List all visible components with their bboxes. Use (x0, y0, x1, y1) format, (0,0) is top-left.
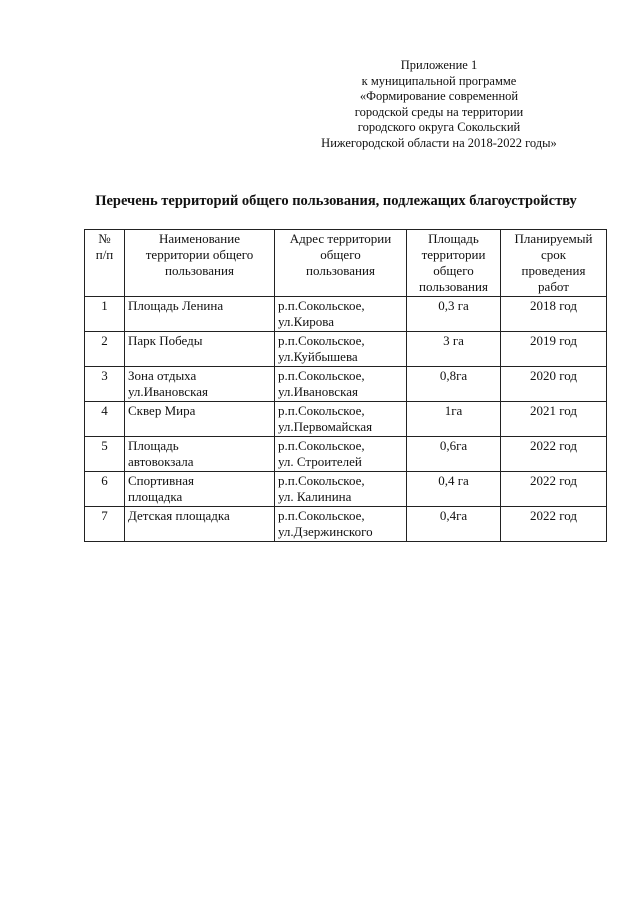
cell-number: 6 (85, 472, 125, 507)
appendix-line: «Формирование современной (359, 89, 519, 103)
cell-number: 5 (85, 437, 125, 472)
cell-name: Спортивная площадка (125, 472, 275, 507)
table-row (85, 437, 607, 472)
appendix-line: Нижегородской области на 2018-2022 годы» (321, 135, 557, 150)
cell-number: 3 (85, 367, 125, 402)
cell-address: р.п.Сокольское, ул.Дзержинского (275, 507, 407, 542)
appendix-note (274, 58, 604, 151)
cell-number: 2 (85, 332, 125, 367)
cell-area: 1га (407, 402, 501, 437)
cell-area: 0,8га (407, 367, 501, 402)
cell-number: 1 (85, 297, 125, 332)
table-row (85, 297, 607, 332)
cell-year: 2021 год (501, 402, 607, 437)
appendix-line: городского округа Сокольский (357, 120, 521, 134)
cell-name: Зона отдыха ул.Ивановская (125, 367, 275, 402)
cell-name: Детская площадка (125, 507, 275, 542)
cell-year: 2022 год (501, 437, 607, 472)
cell-number: 4 (85, 402, 125, 437)
cell-area: 0,4 га (407, 472, 501, 507)
header-year: Планируемый срок проведения работ (501, 230, 607, 297)
document-title: Перечень территорий общего пользования, подлежащих благоустройству (95, 193, 577, 209)
appendix-line: к муниципальной программе (361, 73, 517, 88)
cell-address: р.п.Сокольское, ул.Ивановская (275, 367, 407, 402)
table-row (85, 507, 607, 542)
header-address: Адрес территории общего пользования (275, 230, 407, 297)
cell-address: р.п.Сокольское, ул.Кирова (275, 297, 407, 332)
cell-number: 7 (85, 507, 125, 542)
cell-area: 3 га (407, 332, 501, 367)
header-area: Площадь территории общего пользования (407, 230, 501, 297)
cell-year: 2018 год (501, 297, 607, 332)
territories-table (84, 229, 607, 542)
table-row (85, 402, 607, 437)
table-row (85, 332, 607, 367)
cell-area: 0,4га (407, 507, 501, 542)
cell-year: 2022 год (501, 472, 607, 507)
cell-address: р.п.Сокольское, ул.Куйбышева (275, 332, 407, 367)
cell-area: 0,3 га (407, 297, 501, 332)
table-row (85, 367, 607, 402)
cell-year: 2022 год (501, 507, 607, 542)
cell-address: р.п.Сокольское, ул.Первомайская (275, 402, 407, 437)
appendix-line: городской среды на территории (354, 104, 524, 119)
cell-name: Сквер Мира (125, 402, 275, 437)
cell-year: 2020 год (501, 367, 607, 402)
header-name: Наименование территории общего пользования (125, 230, 275, 297)
table-header-row (85, 230, 607, 297)
cell-area: 0,6га (407, 437, 501, 472)
cell-year: 2019 год (501, 332, 607, 367)
cell-name: Площадь Ленина (125, 297, 275, 332)
header-number: № п/п (85, 230, 125, 297)
cell-name: Парк Победы (125, 332, 275, 367)
cell-address: р.п.Сокольское, ул. Строителей (275, 437, 407, 472)
table-row (85, 472, 607, 507)
cell-name: Площадь автовокзала (125, 437, 275, 472)
cell-address: р.п.Сокольское, ул. Калинина (275, 472, 407, 507)
appendix-line: Приложение 1 (400, 58, 478, 72)
